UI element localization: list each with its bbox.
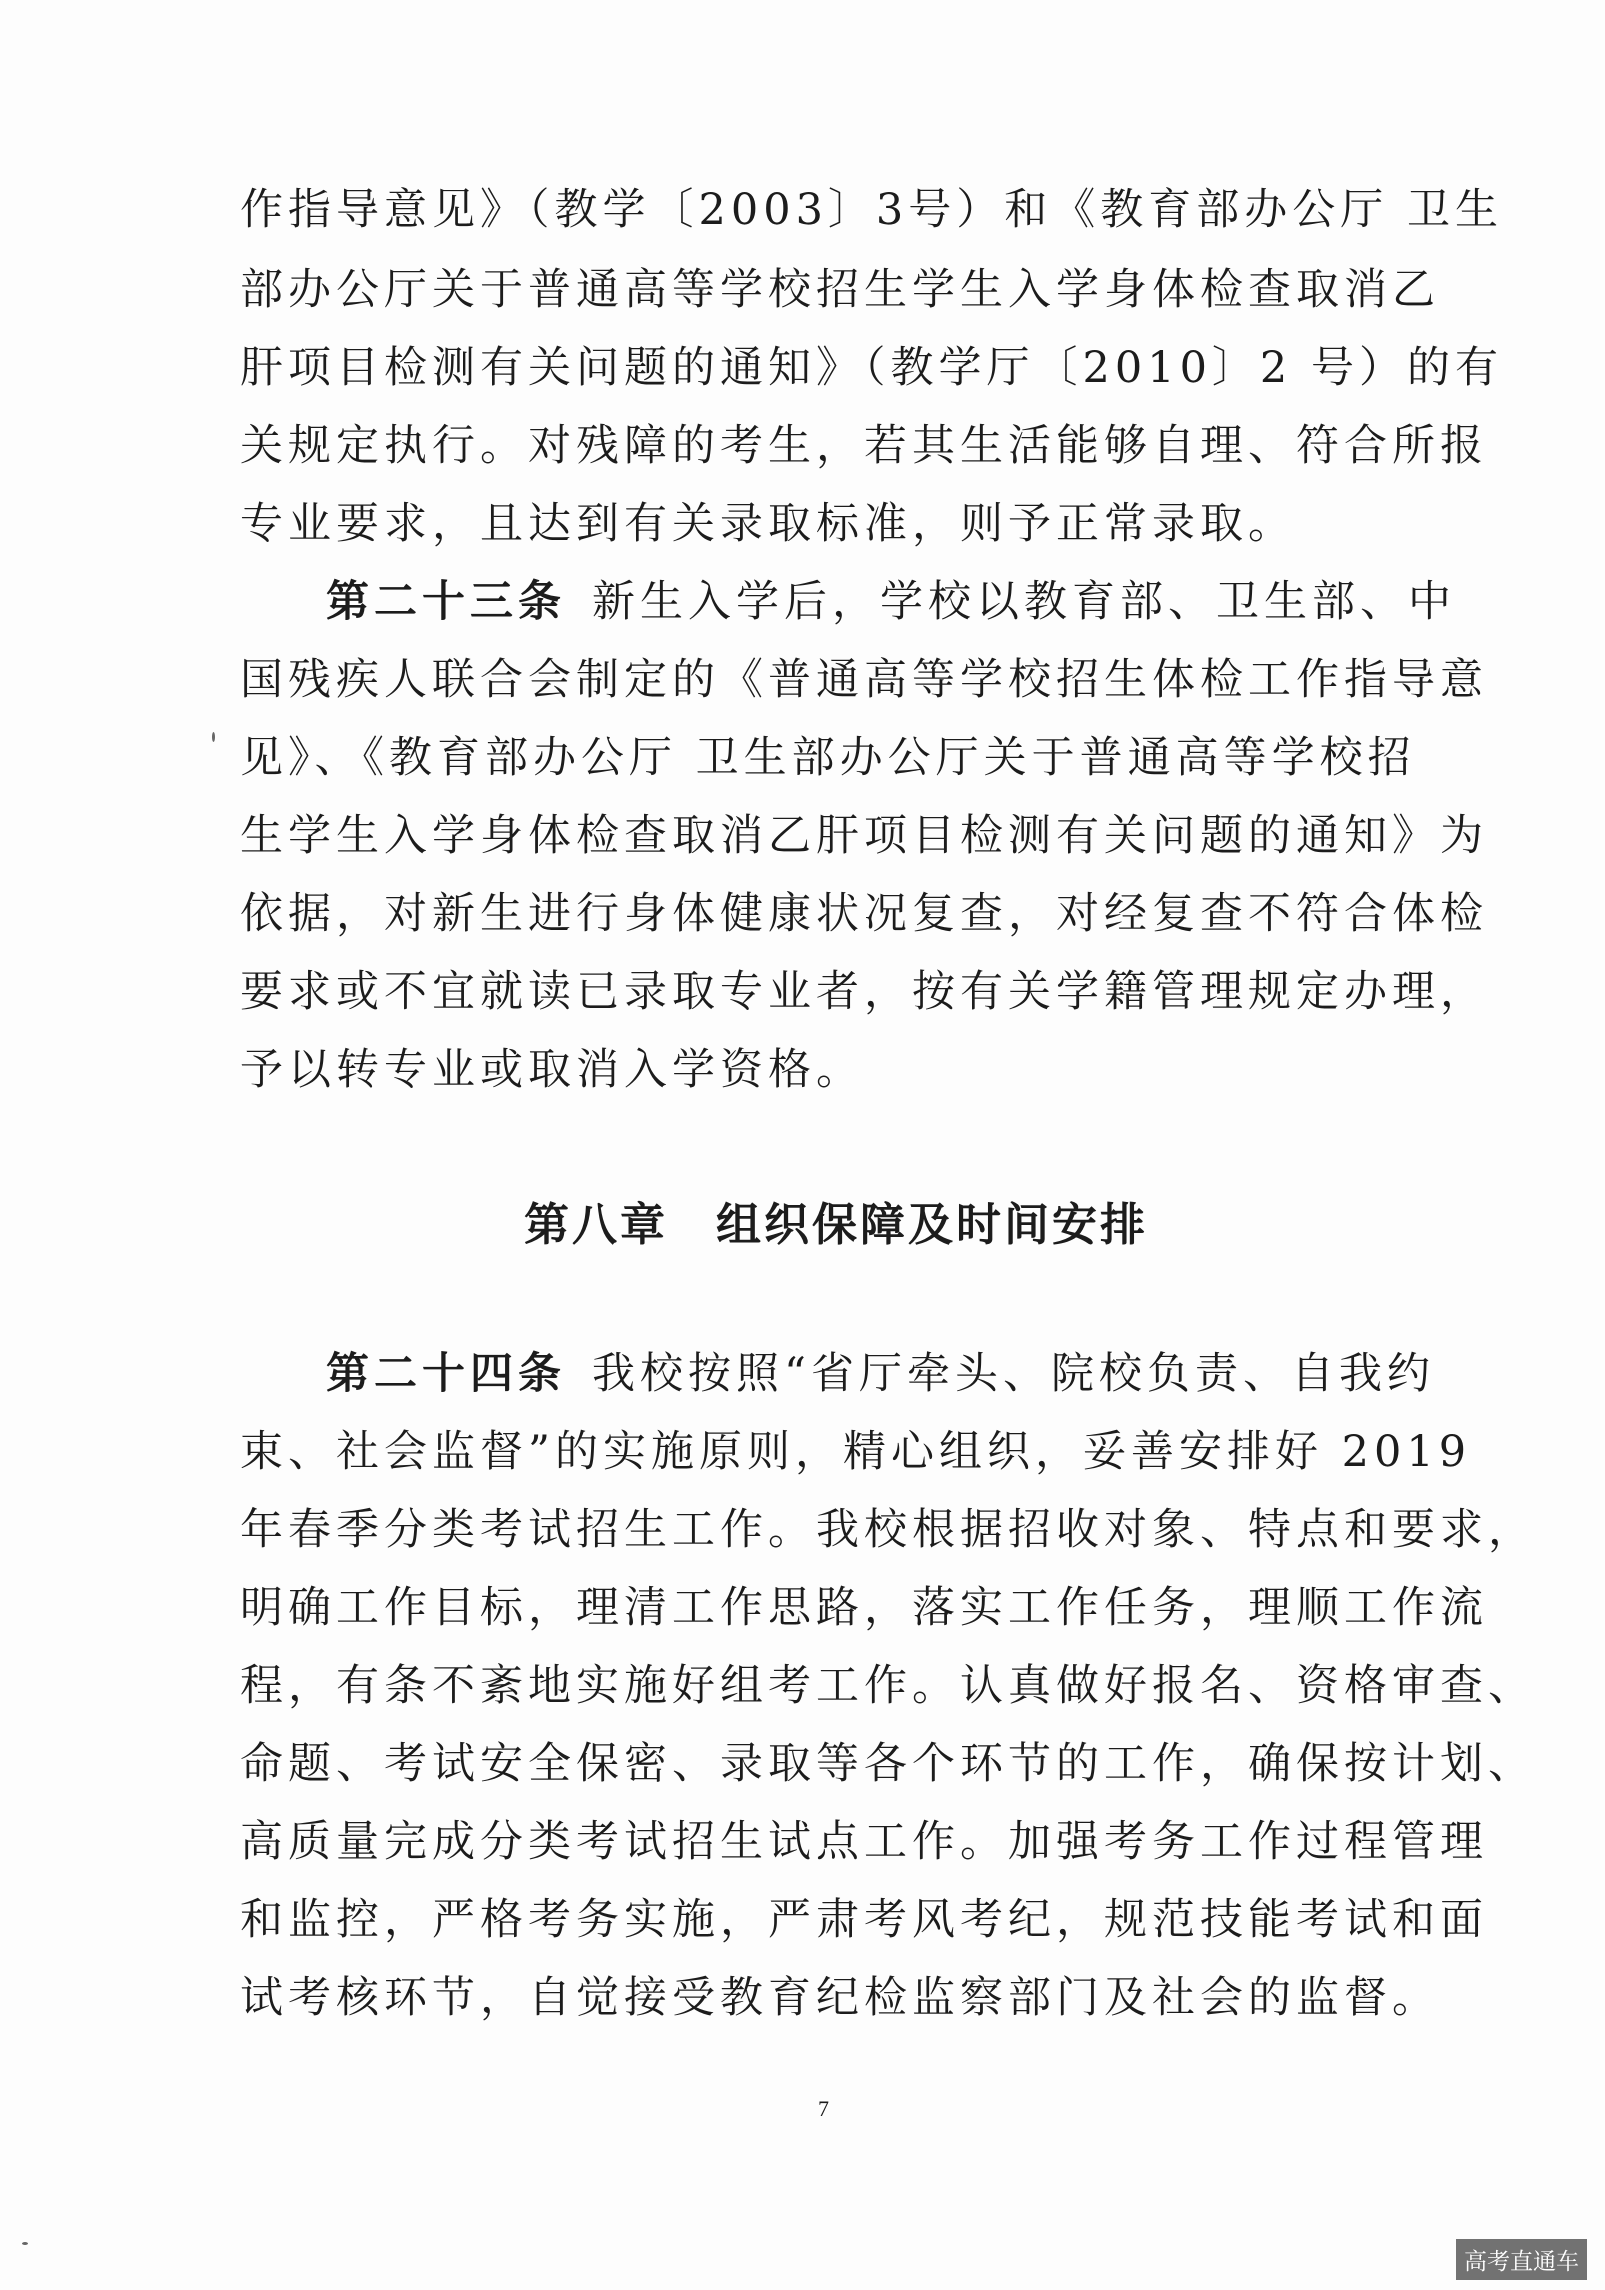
page-number: 7 [818,2096,829,2121]
article-23-heading: 第二十三条 [326,577,566,627]
watermark: 高考直通车 [1456,2239,1587,2280]
scan-speck [212,732,215,742]
chapter-title: 第八章 组织保障及时间安排 [524,1198,1149,1251]
article-24-heading: 第二十四条 [326,1349,566,1399]
document-page: 作指导意见》（教学〔2003〕3号）和《教育部办公厅 卫生 部办公厅关于普通高等学校招生学生入学身体检查取消乙 肝项目检测有关问题的通知》（教学厅〔2010〕2 号）的有 关规定执行。对残障的考生，若其生活能够自理、符合所报 专业要求，且达到有关录取标准，则予正常录取。 第二十三条 新生入学后，学校以教育部、卫生部、中 国残疾人联合会制定的《普通高等学校招生体检工作指导意 见》、《教育部办公厅 卫生部办公厅关于普通高等学校招 生学生入学身体检查取消乙肝项目检测有关问题的通知》为 依据，对新生进行身体健康状况复查，对经复查不符合体检 要求或不宜就读已录取专业者，按有关学籍管理规定办理， 予以转专业或取消入学资格。 第八章 组织保障及时间安排 第二十四条 我校按照“省厅牵头、院校负责、自我约 束、社会监督”的实施原则，精心组织，妥善安排好 2019 年春季分类考试招生工作。我校根据招收对象、特点和要求， 明确工作目标，理清工作思路，落实工作任务，理顺工作流 程，有条不紊地实施好组考工作。认真做好报名、资格审查、 命题、考试安全保密、录取等各个环节的工作，确保按计划、 高质量完成分类考试招生试点工作。加强考务工作过程管理 和监控，严格考务实施，严肃考风考纪，规范技能考试和面 试考核环节，自觉接受教育纪检监察部门及社会的监督。 7 高考直通车 [0,0,1605,2290]
scan-speck [22,2242,28,2245]
